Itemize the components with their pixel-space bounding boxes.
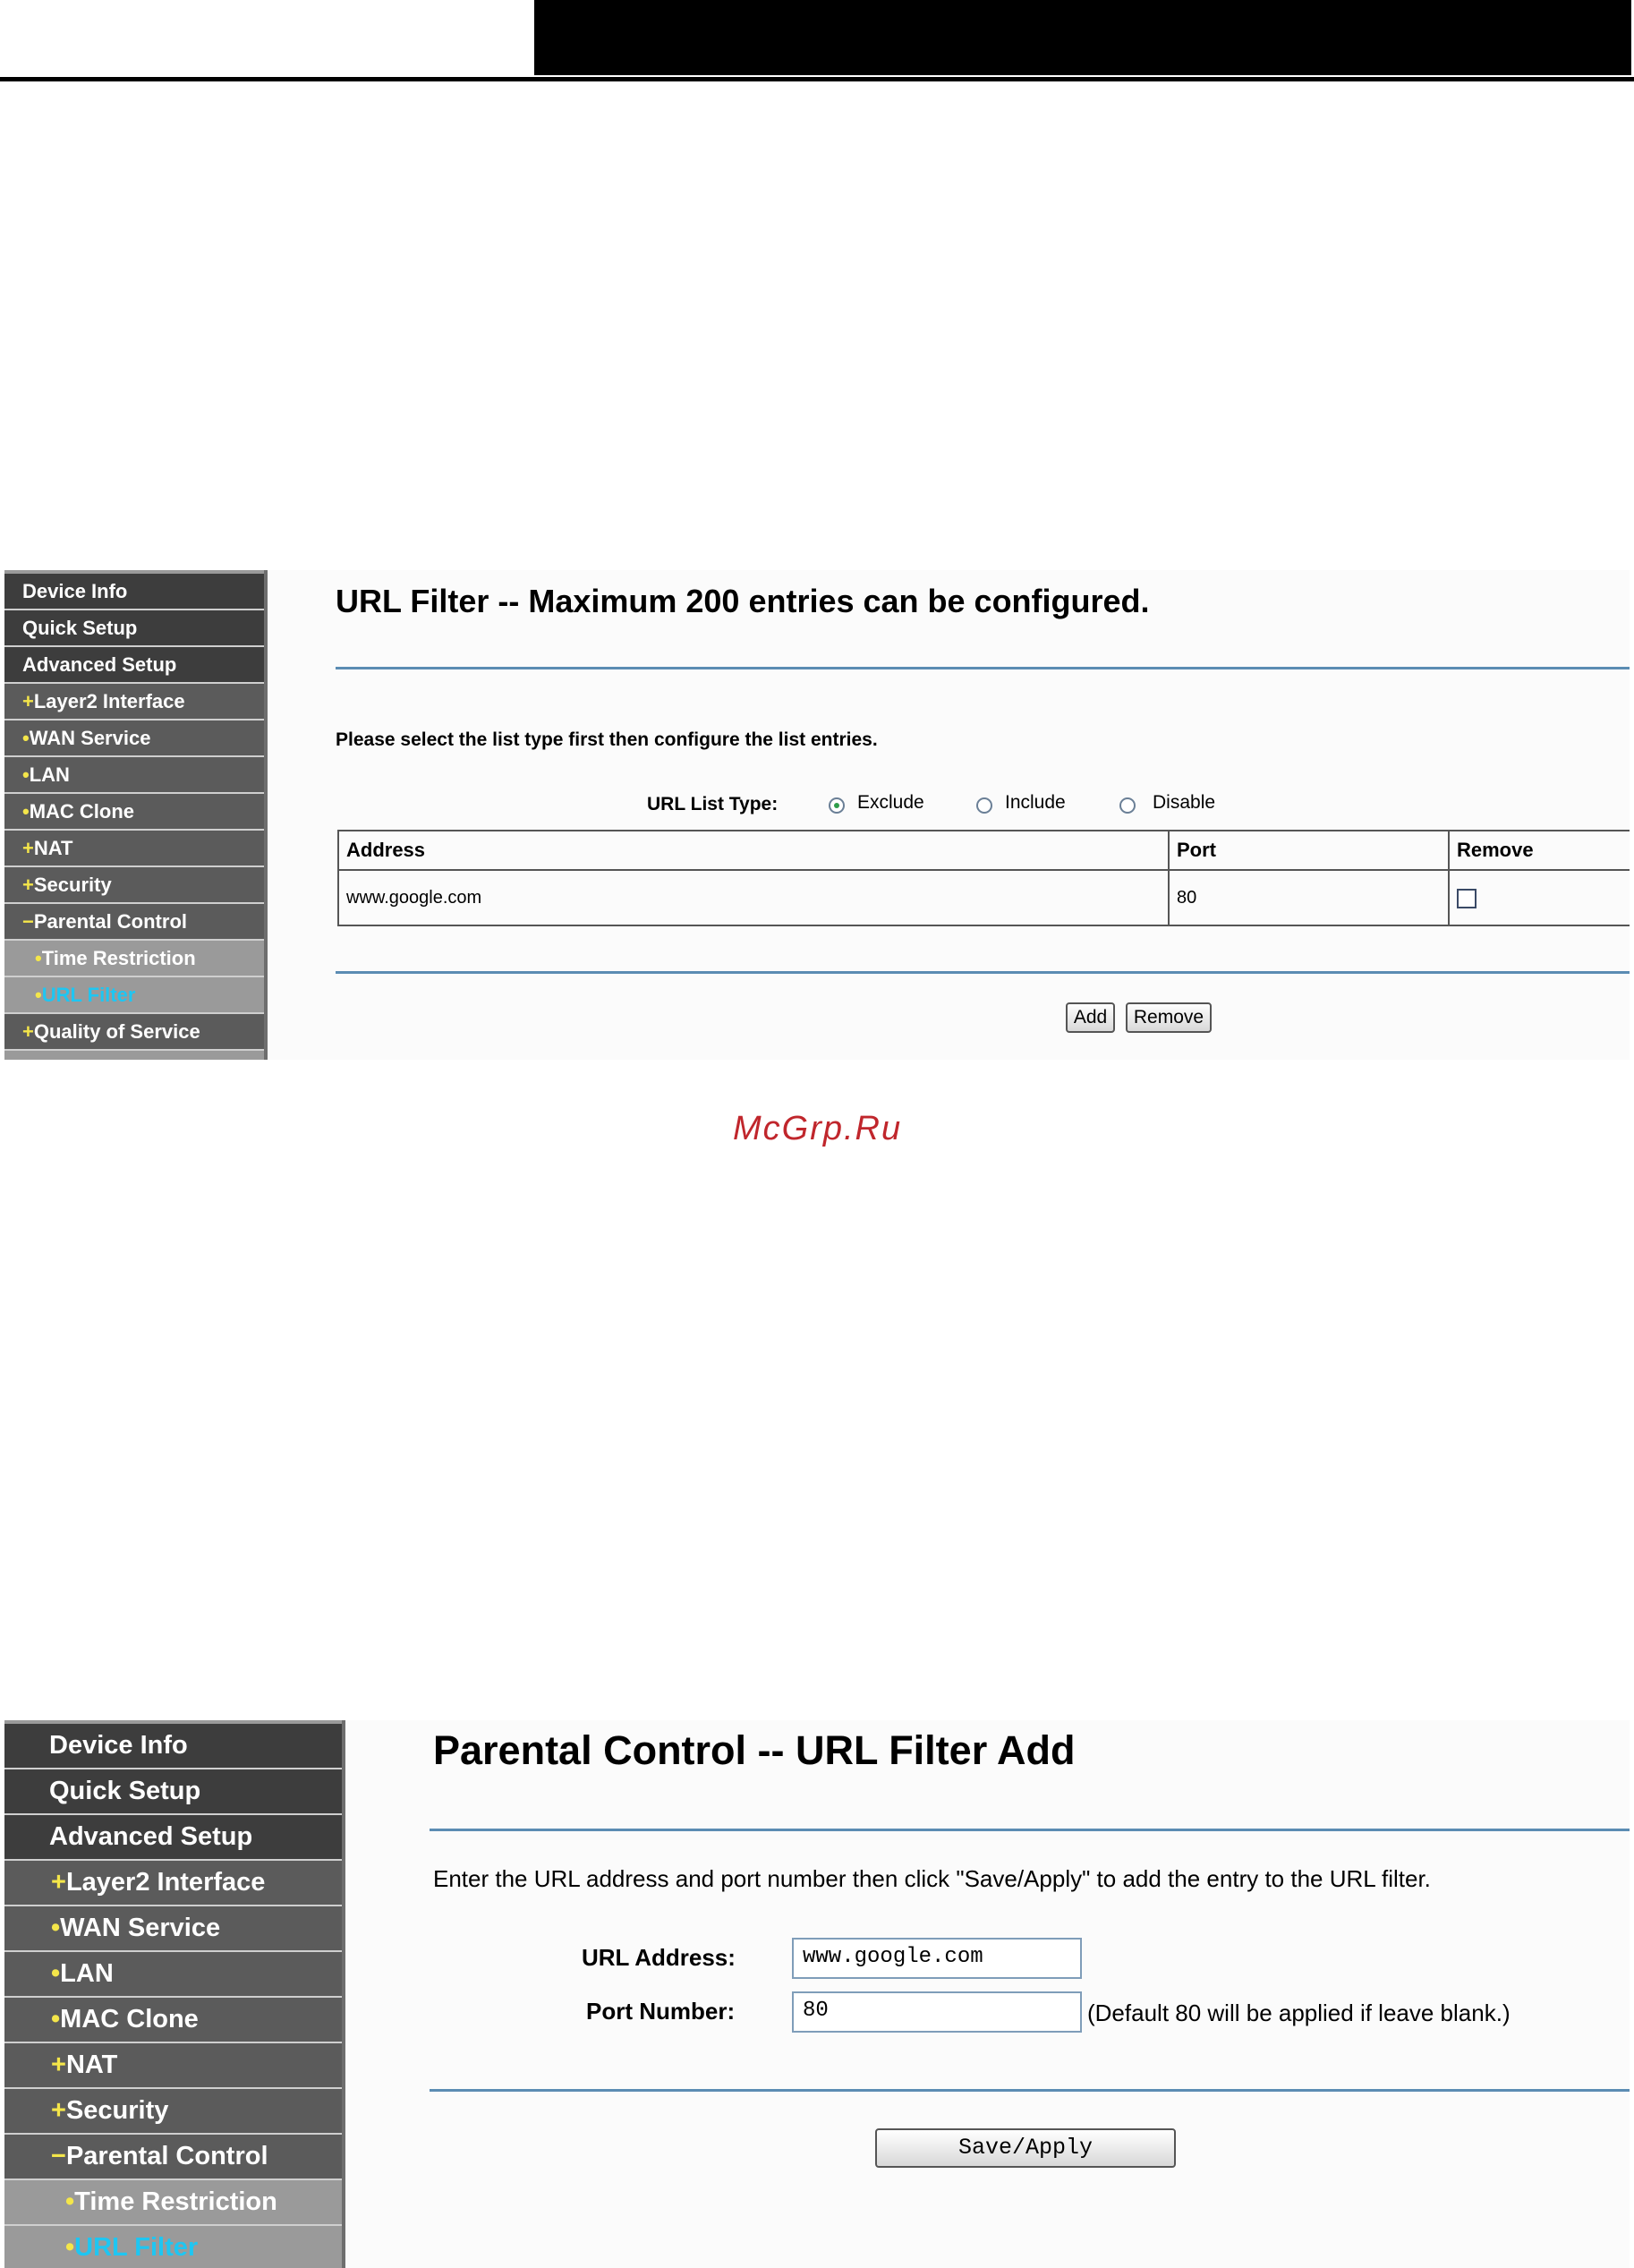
sidebar-item-lan[interactable] bbox=[4, 1952, 342, 1998]
header-black-bar bbox=[534, 0, 1631, 75]
sidebar-item-advanced-setup[interactable] bbox=[4, 647, 264, 684]
sidebar-item-label: Layer2 Interface bbox=[33, 690, 185, 712]
bullet-icon: • bbox=[22, 763, 30, 786]
table-row bbox=[338, 870, 1630, 925]
sidebar-item-label: Advanced Setup bbox=[49, 1822, 253, 1851]
sidebar-item-label: URL Filter bbox=[41, 984, 136, 1006]
save-apply-button[interactable]: Save/Apply bbox=[875, 2128, 1176, 2168]
sidebar-item-label: Advanced Setup bbox=[22, 653, 177, 676]
sidebar-item-security[interactable] bbox=[4, 867, 264, 904]
column-address: Address bbox=[338, 831, 1169, 870]
sidebar-item-label: Parental Control bbox=[33, 910, 187, 933]
sidebar-item-label: Parental Control bbox=[65, 2142, 268, 2170]
sidebar-item-layer2-interface[interactable] bbox=[4, 1861, 342, 1906]
sidebar-item-label: Security bbox=[65, 2096, 169, 2125]
sidebar-item-quick-setup[interactable] bbox=[4, 1769, 342, 1815]
sidebar-item-nat[interactable] bbox=[4, 2043, 342, 2089]
include-radio[interactable] bbox=[976, 797, 992, 814]
divider bbox=[336, 971, 1630, 974]
expand-icon: + bbox=[51, 2096, 66, 2125]
sidebar-item-advanced-setup[interactable] bbox=[4, 1815, 342, 1861]
sidebar-item-wan-service[interactable] bbox=[4, 1906, 342, 1952]
sidebar-item-label: Time Restriction bbox=[74, 2187, 277, 2216]
expand-icon: + bbox=[22, 837, 34, 859]
radio-selected-dot bbox=[834, 803, 839, 808]
exclude-label: Exclude bbox=[857, 792, 924, 813]
divider bbox=[430, 2089, 1630, 2092]
sidebar-menu bbox=[4, 570, 268, 1060]
add-button[interactable]: Add bbox=[1066, 1002, 1115, 1033]
page-title: URL Filter -- Maximum 200 entries can be configured. bbox=[336, 583, 1150, 619]
bullet-icon: • bbox=[51, 1914, 61, 1942]
expand-icon: + bbox=[51, 2051, 66, 2079]
bullet-icon: • bbox=[51, 1959, 61, 1988]
sidebar-item-label: URL Filter bbox=[74, 2233, 199, 2262]
row-address: www.google.com bbox=[338, 870, 1169, 925]
row-remove-cell bbox=[1449, 870, 1630, 925]
url-list-type-label: URL List Type: bbox=[647, 794, 779, 814]
sidebar-item-label: NAT bbox=[33, 837, 73, 859]
sidebar-item-label: LAN bbox=[60, 1959, 114, 1988]
bullet-icon: • bbox=[22, 800, 30, 823]
sidebar-item-quick-setup[interactable] bbox=[4, 610, 264, 647]
url-filter-table bbox=[337, 830, 1630, 926]
sidebar-item-time-restriction[interactable] bbox=[4, 941, 264, 977]
disable-label: Disable bbox=[1153, 792, 1216, 813]
sidebar-item-url-filter[interactable] bbox=[4, 977, 264, 1014]
bullet-icon: • bbox=[65, 2187, 75, 2216]
sidebar-item-lan[interactable] bbox=[4, 757, 264, 794]
sidebar-item-label: Security bbox=[33, 874, 112, 896]
sidebar-item-security[interactable] bbox=[4, 2089, 342, 2135]
sidebar-item-mac-clone[interactable] bbox=[4, 1998, 342, 2043]
bullet-icon: • bbox=[65, 2233, 75, 2262]
sidebar-item-label: Device Info bbox=[49, 1731, 188, 1760]
port-number-label: Port Number: bbox=[586, 1998, 736, 2025]
sidebar-item-label: WAN Service bbox=[60, 1914, 221, 1942]
page-title: Parental Control -- URL Filter Add bbox=[433, 1727, 1076, 1773]
expand-icon: + bbox=[51, 1868, 66, 1897]
exclude-radio[interactable] bbox=[829, 797, 845, 814]
bullet-icon: • bbox=[51, 2005, 61, 2034]
sidebar-item-label: NAT bbox=[65, 2051, 118, 2079]
sidebar-item-nat[interactable] bbox=[4, 831, 264, 867]
expand-icon: + bbox=[22, 690, 34, 712]
expand-icon: + bbox=[22, 1020, 34, 1043]
divider bbox=[430, 1829, 1630, 1831]
sidebar-item-label: MAC Clone bbox=[60, 2005, 199, 2034]
port-hint: (Default 80 will be applied if leave blank.) bbox=[1087, 1999, 1511, 2026]
sidebar-item-quality-of-service[interactable] bbox=[4, 1014, 264, 1051]
remove-checkbox[interactable] bbox=[1457, 889, 1477, 908]
header-rule bbox=[0, 77, 1634, 81]
sidebar-item-label: LAN bbox=[29, 763, 70, 786]
sidebar-item-label: Device Info bbox=[22, 580, 128, 602]
sidebar-item-label: Quality of Service bbox=[33, 1020, 200, 1043]
collapse-icon: − bbox=[22, 910, 34, 933]
expand-icon: + bbox=[22, 874, 34, 896]
sidebar-item-wan-service[interactable] bbox=[4, 720, 264, 757]
url-address-label: URL Address: bbox=[582, 1944, 736, 1971]
bullet-icon: • bbox=[35, 984, 42, 1006]
port-number-input[interactable]: 80 bbox=[792, 1991, 1082, 2033]
sidebar-item-device-info[interactable] bbox=[4, 1724, 342, 1769]
sidebar-item-url-filter[interactable] bbox=[4, 2226, 342, 2268]
column-remove: Remove bbox=[1449, 831, 1630, 870]
include-label: Include bbox=[1005, 792, 1066, 813]
sidebar-item-label: Layer2 Interface bbox=[65, 1868, 266, 1897]
sidebar-item-parental-control[interactable] bbox=[4, 904, 264, 941]
bullet-icon: • bbox=[22, 727, 30, 749]
sidebar-item-label: Time Restriction bbox=[41, 947, 196, 969]
sidebar-item-mac-clone[interactable] bbox=[4, 794, 264, 831]
sidebar-item-device-info[interactable] bbox=[4, 574, 264, 610]
url-filter-screenshot bbox=[4, 570, 1630, 1060]
collapse-icon: − bbox=[51, 2142, 66, 2170]
table-header-row bbox=[338, 831, 1630, 870]
sidebar-menu bbox=[4, 1720, 345, 2268]
bullet-icon: • bbox=[35, 947, 42, 969]
sidebar-item-label: MAC Clone bbox=[29, 800, 135, 823]
divider bbox=[336, 667, 1630, 669]
sidebar-item-label: Quick Setup bbox=[22, 617, 138, 639]
row-port: 80 bbox=[1169, 870, 1449, 925]
sidebar-item-parental-control[interactable] bbox=[4, 2135, 342, 2180]
url-filter-add-screenshot bbox=[4, 1720, 1630, 2268]
instruction-text: Please select the list type first then configure the list entries. bbox=[336, 729, 878, 750]
sidebar-item-label: Quick Setup bbox=[49, 1777, 201, 1805]
column-port: Port bbox=[1169, 831, 1449, 870]
watermark-text: McGrp.Ru bbox=[733, 1110, 903, 1147]
sidebar-item-layer2-interface[interactable] bbox=[4, 684, 264, 720]
remove-button[interactable]: Remove bbox=[1126, 1002, 1212, 1033]
sidebar-item-time-restriction[interactable] bbox=[4, 2180, 342, 2226]
sidebar-item-label: WAN Service bbox=[29, 727, 151, 749]
disable-radio[interactable] bbox=[1119, 797, 1136, 814]
url-address-input[interactable]: www.google.com bbox=[792, 1938, 1082, 1979]
instruction-text: Enter the URL address and port number then click "Save/Apply" to add the entry to the URL filter. bbox=[433, 1865, 1431, 1892]
